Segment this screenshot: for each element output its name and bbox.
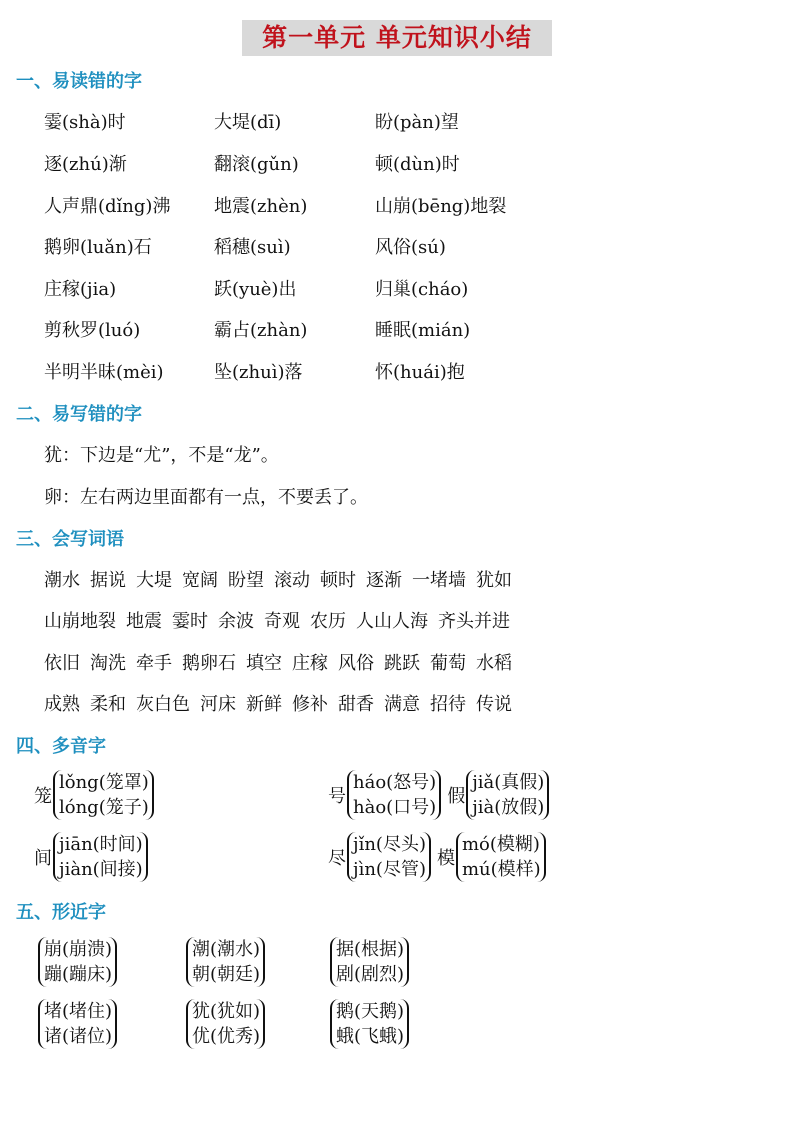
word-item: 逐渐: [366, 570, 402, 591]
misread-item: 跃(yuè)出: [214, 279, 297, 300]
similar-brace: [186, 999, 265, 1049]
similar-item: 据(根据): [336, 939, 405, 960]
misread-item: 人声鼎(dǐng)沸: [44, 196, 171, 217]
word-item: 成熟: [44, 694, 80, 715]
polyphone-brace: [456, 832, 546, 882]
word-item: 据说: [90, 570, 126, 591]
polyphone-reading: jiàn(间接): [59, 859, 143, 880]
polyphone-reading: jiǎ(真假): [472, 772, 545, 793]
word-item: 宽阔: [182, 570, 218, 591]
section-heading-misread: 一、易读错的字: [16, 71, 142, 92]
polyphone-char: 笼: [34, 786, 52, 807]
similar-item: 崩(崩溃): [44, 939, 113, 960]
misread-item: 盼(pàn)望: [375, 112, 459, 133]
polyphone-reading: hào(口号): [353, 797, 437, 818]
similar-brace: [186, 937, 265, 987]
polyphone-brace: [347, 770, 441, 820]
misread-item: 半明半昧(mèi): [44, 362, 164, 383]
polyphone-char: 号: [328, 786, 346, 807]
similar-brace: [330, 999, 409, 1049]
word-row: [44, 566, 522, 592]
polyphone-reading: háo(怒号): [353, 772, 437, 793]
miswrite-note: 卵：左右两边里面都有一点，不要丢了。: [44, 487, 368, 508]
word-item: 奇观: [264, 611, 300, 632]
word-item: 填空: [246, 653, 282, 674]
similar-group: [38, 937, 117, 987]
misread-item: 霸占(zhàn): [214, 320, 308, 341]
misread-item: 坠(zhuì)落: [214, 362, 303, 383]
polyphone-reading: lǒng(笼罩): [59, 772, 149, 793]
word-item: 顿时: [320, 570, 356, 591]
polyphone-group: [328, 770, 549, 820]
word-item: 霎时: [172, 611, 208, 632]
misread-item: 山崩(bēng)地裂: [375, 196, 507, 217]
misread-item: 庄稼(jia): [44, 279, 117, 300]
word-item: 依旧: [44, 653, 80, 674]
misread-item: 风俗(sú): [375, 237, 446, 258]
word-item: 甜香: [338, 694, 374, 715]
similar-group: [186, 937, 265, 987]
similar-group: [38, 999, 117, 1049]
similar-group: [330, 937, 409, 987]
similar-group: [330, 999, 409, 1049]
similar-item: 犹(犹如): [192, 1001, 261, 1022]
word-item: 满意: [384, 694, 420, 715]
section-heading-similar: 五、形近字: [16, 902, 106, 923]
word-item: 柔和: [90, 694, 126, 715]
misread-item: 地震(zhèn): [214, 196, 308, 217]
polyphone-char: 模: [436, 848, 455, 869]
misread-item: 顿(dùn)时: [375, 154, 460, 175]
word-item: 新鲜: [246, 694, 282, 715]
misread-item: 睡眠(mián): [375, 320, 471, 341]
word-item: 齐头并进: [438, 611, 510, 632]
word-item: 潮水: [44, 570, 80, 591]
similar-brace: [38, 999, 117, 1049]
similar-item: 朝(朝廷): [192, 964, 261, 985]
word-item: 余波: [218, 611, 254, 632]
polyphone-brace: [53, 770, 154, 820]
word-item: 大堤: [136, 570, 172, 591]
polyphone-char: 假: [447, 786, 466, 807]
word-row: [44, 607, 520, 633]
similar-group: [186, 999, 265, 1049]
polyphone-reading: lóng(笼子): [59, 797, 149, 818]
similar-item: 鹅(天鹅): [336, 1001, 405, 1022]
similar-item: 诸(诸位): [44, 1026, 113, 1047]
misread-item: 大堤(dī): [214, 112, 282, 133]
polyphone-reading: mó(模糊): [461, 834, 540, 855]
word-item: 传说: [476, 694, 512, 715]
word-item: 鹅卵石: [182, 653, 236, 674]
similar-item: 潮(潮水): [192, 939, 261, 960]
word-item: 跳跃: [384, 653, 420, 674]
polyphone-group: [34, 832, 148, 882]
section-heading-words: 三、会写词语: [16, 529, 124, 550]
word-item: 山崩地裂: [44, 611, 116, 632]
word-item: 淘洗: [90, 653, 126, 674]
word-item: 庄稼: [292, 653, 328, 674]
word-item: 灰白色: [136, 694, 190, 715]
polyphone-reading: jǐn(尽头): [353, 834, 426, 855]
word-row: [44, 690, 522, 716]
polyphone-reading: mú(模样): [461, 859, 541, 880]
similar-brace: [330, 937, 409, 987]
polyphone-reading: jìn(尽管): [353, 859, 426, 880]
page-title: 第一单元 单元知识小结: [242, 20, 552, 56]
word-item: 葡萄: [430, 653, 466, 674]
misread-item: 归巢(cháo): [375, 279, 469, 300]
miswrite-note: 犹：下边是“尤”，不是“龙”。: [44, 445, 279, 466]
section-heading-miswrite: 二、易写错的字: [16, 404, 142, 425]
word-item: 风俗: [338, 653, 374, 674]
polyphone-group: [34, 770, 154, 820]
word-item: 河床: [200, 694, 236, 715]
polyphone-reading: jià(放假): [472, 797, 545, 818]
word-item: 犹如: [476, 570, 512, 591]
misread-item: 怀(huái)抱: [375, 362, 465, 383]
misread-item: 剪秋罗(luó): [44, 320, 141, 341]
similar-item: 蹦(蹦床): [44, 964, 113, 985]
polyphone-char: 间: [34, 848, 52, 869]
polyphone-brace: [347, 832, 431, 882]
polyphone-group: [328, 832, 546, 882]
similar-item: 蛾(飞蛾): [336, 1026, 405, 1047]
similar-item: 堵(堵住): [44, 1001, 113, 1022]
word-item: 修补: [292, 694, 328, 715]
polyphone-brace: [53, 832, 148, 882]
word-item: 地震: [126, 611, 162, 632]
word-item: 盼望: [228, 570, 264, 591]
similar-item: 优(优秀): [192, 1026, 261, 1047]
similar-item: 剧(剧烈): [336, 964, 405, 985]
misread-item: 鹅卵(luǎn)石: [44, 237, 152, 258]
word-row: [44, 649, 522, 675]
word-item: 水稻: [476, 653, 512, 674]
word-item: 招待: [430, 694, 466, 715]
word-item: 农历: [310, 611, 346, 632]
word-item: 牵手: [136, 653, 172, 674]
section-heading-polyphones: 四、多音字: [16, 736, 106, 757]
word-item: 滚动: [274, 570, 310, 591]
similar-brace: [38, 937, 117, 987]
misread-item: 稻穗(suì): [214, 237, 291, 258]
word-item: 人山人海: [356, 611, 428, 632]
misread-item: 逐(zhú)渐: [44, 154, 127, 175]
word-item: 一堵墙: [412, 570, 466, 591]
polyphone-brace: [466, 770, 549, 820]
misread-item: 翻滚(gǔn): [214, 154, 299, 175]
polyphone-char: 尽: [328, 848, 346, 869]
misread-item: 霎(shà)时: [44, 112, 126, 133]
polyphone-reading: jiān(时间): [59, 834, 143, 855]
